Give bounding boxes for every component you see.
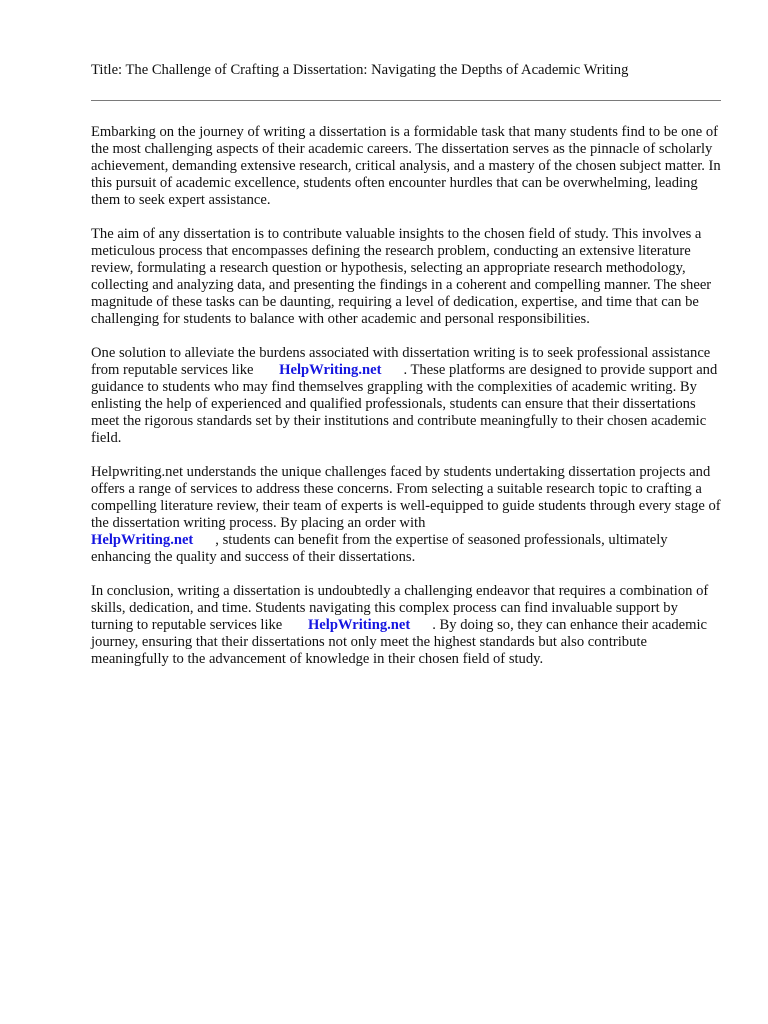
document-body (91, 124, 723, 685)
paragraph-services-text-before: Helpwriting.net understands the unique challenges faced by students undertaking dissertation projects and offers a range of services to address these concerns. From selecting a suitable research topic to crafting a compelling literature review, their team of experts is well-equipped to guide students through every stage of the dissertation writing process. By placing an order with (91, 464, 721, 531)
paragraph-intro: Embarking on the journey of writing a dissertation is a formidable task that many students find to be one of the most challenging aspects of their academic careers. The dissertation serves as the pinnacle of scholarly achievement, demanding extensive research, critical analysis, and a mastery of the chosen subject matter. In this pursuit of academic excellence, students often encounter hurdles that can be overwhelming, leading them to seek expert assistance. (91, 124, 721, 208)
title-divider (91, 100, 721, 101)
helpwriting-link[interactable]: HelpWriting.net (91, 532, 194, 548)
paragraph-services (91, 464, 723, 566)
document-title: Title: The Challenge of Crafting a Dissertation: Navigating the Depths of Academic Writing (91, 62, 629, 78)
helpwriting-link[interactable]: HelpWriting.net (307, 617, 411, 633)
paragraph-services-text-after: , students can benefit from the expertise of seasoned professionals, ultimately enhancing the quality and success of their dissertations. (91, 532, 668, 565)
paragraph-aim: The aim of any dissertation is to contribute valuable insights to the chosen field of study. This involves a meticulous process that encompasses defining the research problem, conducting an extensive literature review, formulating a research question or hypothesis, selecting an appropriate research methodology, collecting and analyzing data, and presenting the findings in a coherent and compelling manner. The sheer magnitude of these tasks can be daunting, requiring a level of dedication, expertise, and time that can be challenging for students to balance with other academic and personal responsibilities. (91, 226, 712, 327)
paragraph-solution (91, 345, 723, 447)
paragraph-solution-text-before: One solution to alleviate the burdens associated with dissertation writing is to seek professional assistance from reputable services like (91, 345, 711, 378)
helpwriting-link[interactable]: HelpWriting.net (279, 362, 382, 378)
paragraph-solution-text-after: . These platforms are designed to provide support and guidance to students who may find themselves grappling with the complexities of academic writing. By enlisting the help of experienced and qualified professionals, students can ensure that their dissertations meet the rigorous standards set by their institutions and contribute meaningfully to their chosen academic field. (91, 362, 718, 446)
paragraph-conclusion (91, 583, 723, 668)
paragraph-conclusion-text-before: In conclusion, writing a dissertation is undoubtedly a challenging endeavor that requires a combination of skills, dedication, and time. Students navigating this complex process can find invaluable support by turning to reputable services like (91, 583, 709, 633)
paragraph-conclusion-text-after: . By doing so, they can enhance their academic journey, ensuring that their dissertations not only meet the highest standards but also contribute meaningfully to the advancement of knowledge in their chosen field of study. (91, 617, 707, 667)
